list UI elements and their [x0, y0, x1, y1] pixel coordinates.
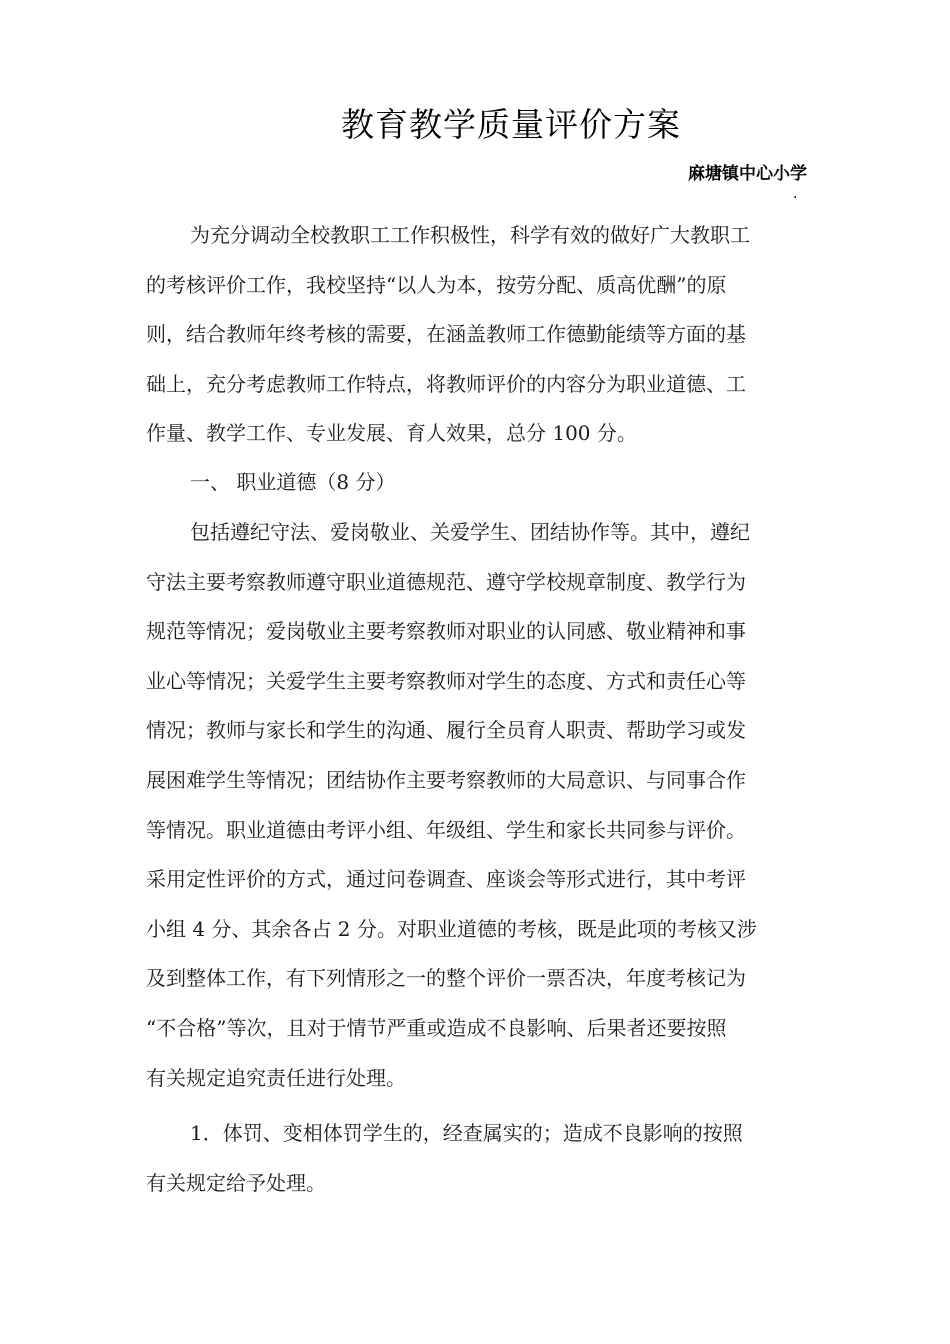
dot-mark: ·	[793, 190, 798, 206]
section-heading-professional-ethics	[146, 458, 810, 508]
paragraph-line: 业心等情况；关爱学生主要考察教师对学生的态度、方式和责任心等	[146, 668, 746, 693]
paragraph-line: 则，结合教师年终考核的需要，在涵盖教师工作德勤能绩等方面的基	[146, 322, 746, 347]
paragraph-line: 采用定性评价的方式，通过问卷调查、座谈会等形式进行，其中考评	[146, 867, 746, 892]
paragraph-line: 等情况。职业道德由考评小组、年级组、学生和家长共同参与评价。	[146, 817, 746, 842]
paragraph-line: 的考核评价工作，我校坚持“以人为本，按劳分配、质高优酬”的原	[146, 272, 727, 297]
paragraph-line: 及到整体工作，有下列情形之一的整个评价一票否决，年度考核记为	[146, 966, 746, 991]
list-item-corporal-punishment	[146, 1109, 810, 1208]
list-item-line: 1．体罚、变相体罚学生的，经查属实的；造成不良影响的按照	[190, 1121, 743, 1145]
paragraph-line: 小组 4 分、其余各占 2 分。对职业道德的考核，既是此项的考核又涉	[146, 916, 757, 941]
paragraph-line: 础上，充分考虑教师工作特点，将教师评价的内容分为职业道德、工	[146, 371, 746, 396]
paragraph-line: 情况；教师与家长和学生的沟通、履行全员育人职责、帮助学习或发	[146, 718, 746, 743]
paragraph-line: “不合格”等次，且对于情节严重或造成不良影响、后果者还要按照	[146, 1015, 727, 1040]
paragraph-line: 作量、教学工作、专业发展、育人效果，总分 100 分。	[146, 421, 637, 446]
paragraph-line: 为充分调动全校教职工工作积极性，科学有效的做好广大教职工	[190, 223, 750, 247]
intro-paragraph	[146, 211, 810, 459]
paragraph-line: 展困难学生等情况；团结协作主要考察教师的大局意识、与同事合作	[146, 767, 746, 792]
document-title: 教育教学质量评价方案	[341, 105, 681, 144]
paragraph-line: 守法主要考察教师遵守职业道德规范、遵守学校规章制度、教学行为	[146, 569, 746, 594]
paragraph-line: 包括遵纪守法、爱岗敬业、关爱学生、团结协作等。其中，遵纪	[190, 520, 750, 544]
ethics-paragraph	[146, 508, 810, 1103]
list-item-line: 有关规定给予处理。	[146, 1170, 326, 1195]
section-heading-text: 一、 职业道德（8 分）	[190, 470, 396, 494]
organization-name: 麻塘镇中心小学	[688, 164, 807, 184]
paragraph-line: 有关规定追究责任进行处理。	[146, 1065, 406, 1090]
paragraph-line: 规范等情况；爱岗敬业主要考察教师对职业的认同感、敬业精神和事	[146, 619, 746, 644]
